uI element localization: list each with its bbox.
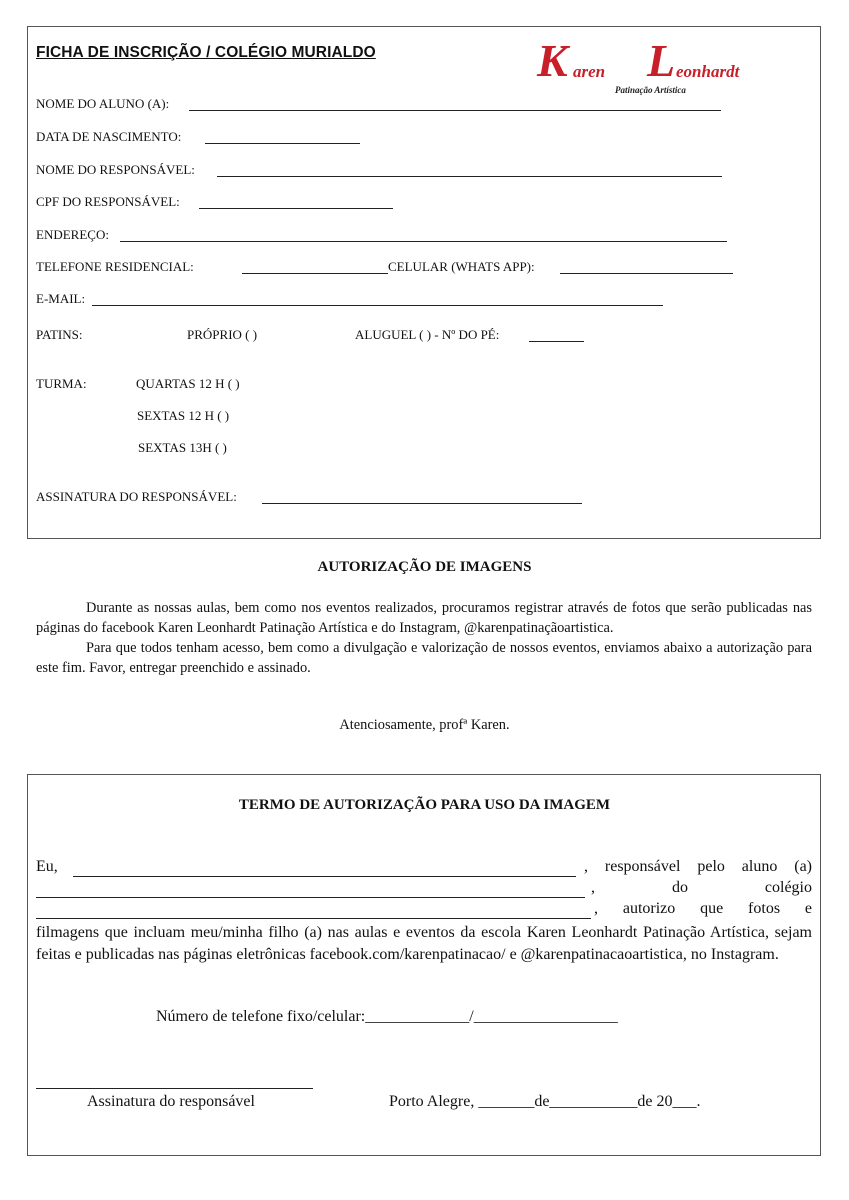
- class-option-fri-13h[interactable]: SEXTAS 13H ( ): [138, 440, 227, 455]
- term-school-text: , do colégio: [591, 879, 812, 896]
- image-auth-text: [36, 598, 812, 678]
- term-responsible-text: , responsável pelo aluno (a): [584, 858, 812, 875]
- school-name-term-field[interactable]: [36, 918, 591, 919]
- class-label: TURMA:: [36, 376, 87, 391]
- guardian-cpf-field[interactable]: [199, 208, 393, 209]
- address-field[interactable]: [120, 241, 727, 242]
- class-option-wed-12h[interactable]: QUARTAS 12 H ( ): [136, 376, 240, 391]
- email-field[interactable]: [92, 305, 663, 306]
- home-phone-label: TELEFONE RESIDENCIAL:: [36, 259, 194, 274]
- mobile-label: CELULAR (WHATS APP):: [388, 259, 535, 274]
- term-authorize-text: , autorizo que fotos e: [594, 900, 812, 917]
- term-body-text: filmagens que incluam meu/minha filho (a) nas aulas e eventos da escola Karen Leonhardt Patinação Artística, sejam feitas e publicadas nas páginas eletrônicas facebook.com/karenpatinacao/ e @karenpatinacaoartistica, no Instagram.: [36, 924, 812, 963]
- svg-text:L: L: [647, 35, 676, 86]
- date-line-field[interactable]: Porto Alegre, _______de___________de 20___.: [389, 1093, 701, 1110]
- image-auth-paragraph-1: Durante as nossas aulas, bem como nos eventos realizados, procuramos registrar através de fotos que serão publicadas nas páginas do facebook Karen Leonhardt Patinação Artística e do Instagram, @karenpatinaçãoartistica.: [36, 600, 812, 636]
- term-signature-label: Assinatura do responsável: [87, 1093, 255, 1110]
- address-label: ENDEREÇO:: [36, 227, 109, 242]
- student-name-field[interactable]: [189, 110, 721, 111]
- phone-number-field[interactable]: Número de telefone fixo/celular:_____________/__________________: [156, 1008, 618, 1025]
- skates-own-option[interactable]: PRÓPRIO ( ): [187, 327, 258, 342]
- guardian-name-field[interactable]: [217, 176, 722, 177]
- guardian-cpf-label: CPF DO RESPONSÁVEL:: [36, 194, 180, 209]
- svg-text:eonhardt: eonhardt: [676, 62, 740, 81]
- shoe-size-field[interactable]: [529, 341, 584, 342]
- skates-label: PATINS:: [36, 327, 83, 342]
- guardian-name-label: NOME DO RESPONSÁVEL:: [36, 162, 195, 177]
- guardian-name-term-field[interactable]: [73, 876, 576, 877]
- guardian-signature-label: ASSINATURA DO RESPONSÁVEL:: [36, 489, 237, 504]
- guardian-signature-field[interactable]: [262, 503, 582, 504]
- term-signature-field[interactable]: [36, 1088, 313, 1089]
- class-option-fri-12h[interactable]: SEXTAS 12 H ( ): [137, 408, 230, 423]
- svg-text:aren: aren: [573, 62, 606, 81]
- karen-leonhardt-logo: [535, 32, 785, 96]
- student-name-label: NOME DO ALUNO (A):: [36, 96, 170, 111]
- term-eu-label: Eu,: [36, 858, 58, 875]
- svg-text:Patinação Artística: Patinação Artística: [615, 85, 686, 95]
- image-auth-title: AUTORIZAÇÃO DE IMAGENS: [317, 559, 532, 575]
- svg-text:K: K: [537, 35, 568, 86]
- image-auth-paragraph-2: Para que todos tenham acesso, bem como a divulgação e valorização de nossos eventos, enviamos abaixo a autorização para este fim. Favor, entregar preenchido e assinado.: [36, 640, 812, 676]
- home-phone-field[interactable]: [242, 273, 388, 274]
- birth-date-label: DATA DE NASCIMENTO:: [36, 129, 182, 144]
- birth-date-field[interactable]: [205, 143, 360, 144]
- term-title: TERMO DE AUTORIZAÇÃO PARA USO DA IMAGEM: [238, 797, 611, 813]
- form-title: FICHA DE INSCRIÇÃO / COLÉGIO MURIALDO: [36, 44, 376, 61]
- mobile-field[interactable]: [560, 273, 733, 274]
- student-name-term-field[interactable]: [36, 897, 585, 898]
- email-label: E-MAIL:: [36, 291, 86, 306]
- image-auth-closing: Atenciosamente, profª Karen.: [339, 717, 510, 733]
- skates-rental-option[interactable]: ALUGUEL ( ) - Nº DO PÉ:: [355, 327, 500, 342]
